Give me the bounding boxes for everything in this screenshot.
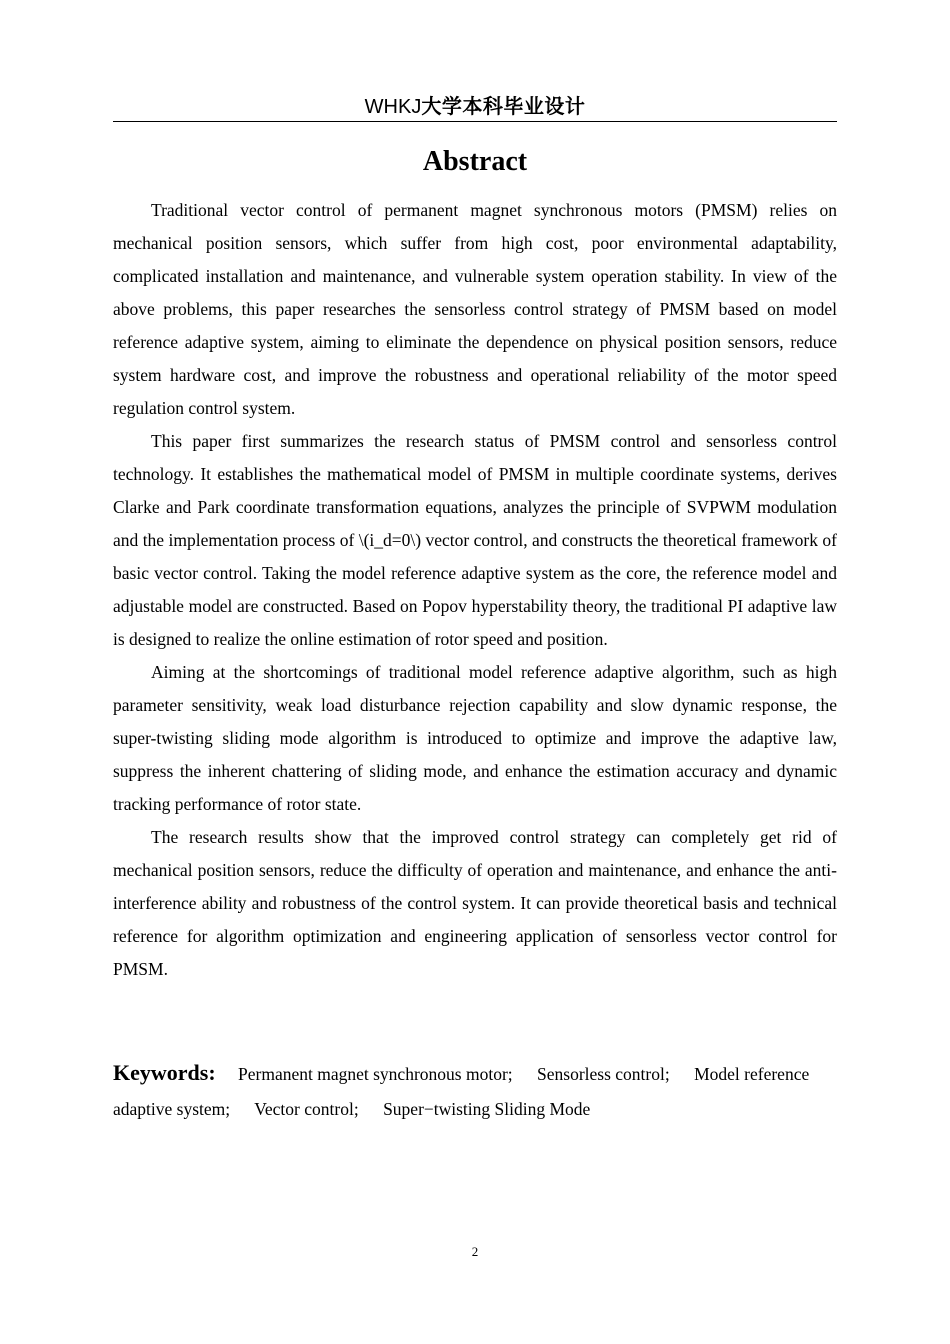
page-number: 2 (471, 1244, 479, 1259)
abstract-body (113, 194, 837, 986)
abstract-paragraph-2: This paper first summarizes the research status of PMSM control and sensorless control technology. It establishes the mathematical model of PMSM in multiple coordinate systems, derives Clarke and Park coordinate transformation equations, analyzes the principle of SVPWM modulation and the implementation process of \(i_d=0\) vector control, and constructs the theoretical framework of basic vector control. Taking the model reference adaptive system as the core, the reference model and adjustable model are constructed. Based on Popov hyperstability theory, the traditional PI adaptive law is designed to realize the online estimation of rotor speed and position. (113, 431, 837, 649)
keywords-section (113, 1055, 837, 1127)
header-school-abbreviation: WHKJ (364, 96, 422, 118)
keyword-item: Sensorless control; (537, 1064, 670, 1084)
header-rule (113, 121, 837, 122)
running-header (113, 92, 837, 121)
keyword-item: Super−twisting Sliding Mode (383, 1099, 591, 1119)
page-title: Abstract (422, 146, 528, 177)
abstract-paragraph-1: Traditional vector control of permanent magnet synchronous motors (PMSM) relies on mechanical position sensors, which suffer from high cost, poor environmental adaptability, complicated installation and maintenance, and vulnerable system operation stability. In view of the above problems, this paper researches the sensorless control strategy of PMSM based on model reference adaptive system, aiming to eliminate the dependence on physical position sensors, reduce system hardware cost, and improve the robustness and operational reliability of the motor speed regulation control system. (113, 200, 837, 418)
keyword-item: Vector control; (254, 1099, 359, 1119)
abstract-paragraph-3: Aiming at the shortcomings of traditional model reference adaptive algorithm, such as high parameter sensitivity, weak load disturbance rejection capability and slow dynamic response, the super-twisting sliding mode algorithm is introduced to optimize and improve the adaptive law, suppress the inherent chattering of sliding mode, and enhance the estimation accuracy and dynamic tracking performance of rotor state. (113, 662, 837, 814)
keywords-label: Keywords: (113, 1060, 216, 1085)
keyword-item: Model reference adaptive system; (113, 1064, 810, 1119)
keyword-item: Permanent magnet synchronous motor; (238, 1064, 513, 1084)
abstract-paragraph-4: The research results show that the improved control strategy can completely get rid of mechanical position sensors, reduce the difficulty of operation and maintenance, and enhance the anti-interference ability and robustness of the control system. It can provide theoretical basis and technical reference for algorithm optimization and engineering application of sensorless vector control for PMSM. (113, 827, 837, 979)
header-thesis-type: 大学本科毕业设计 (421, 94, 586, 118)
